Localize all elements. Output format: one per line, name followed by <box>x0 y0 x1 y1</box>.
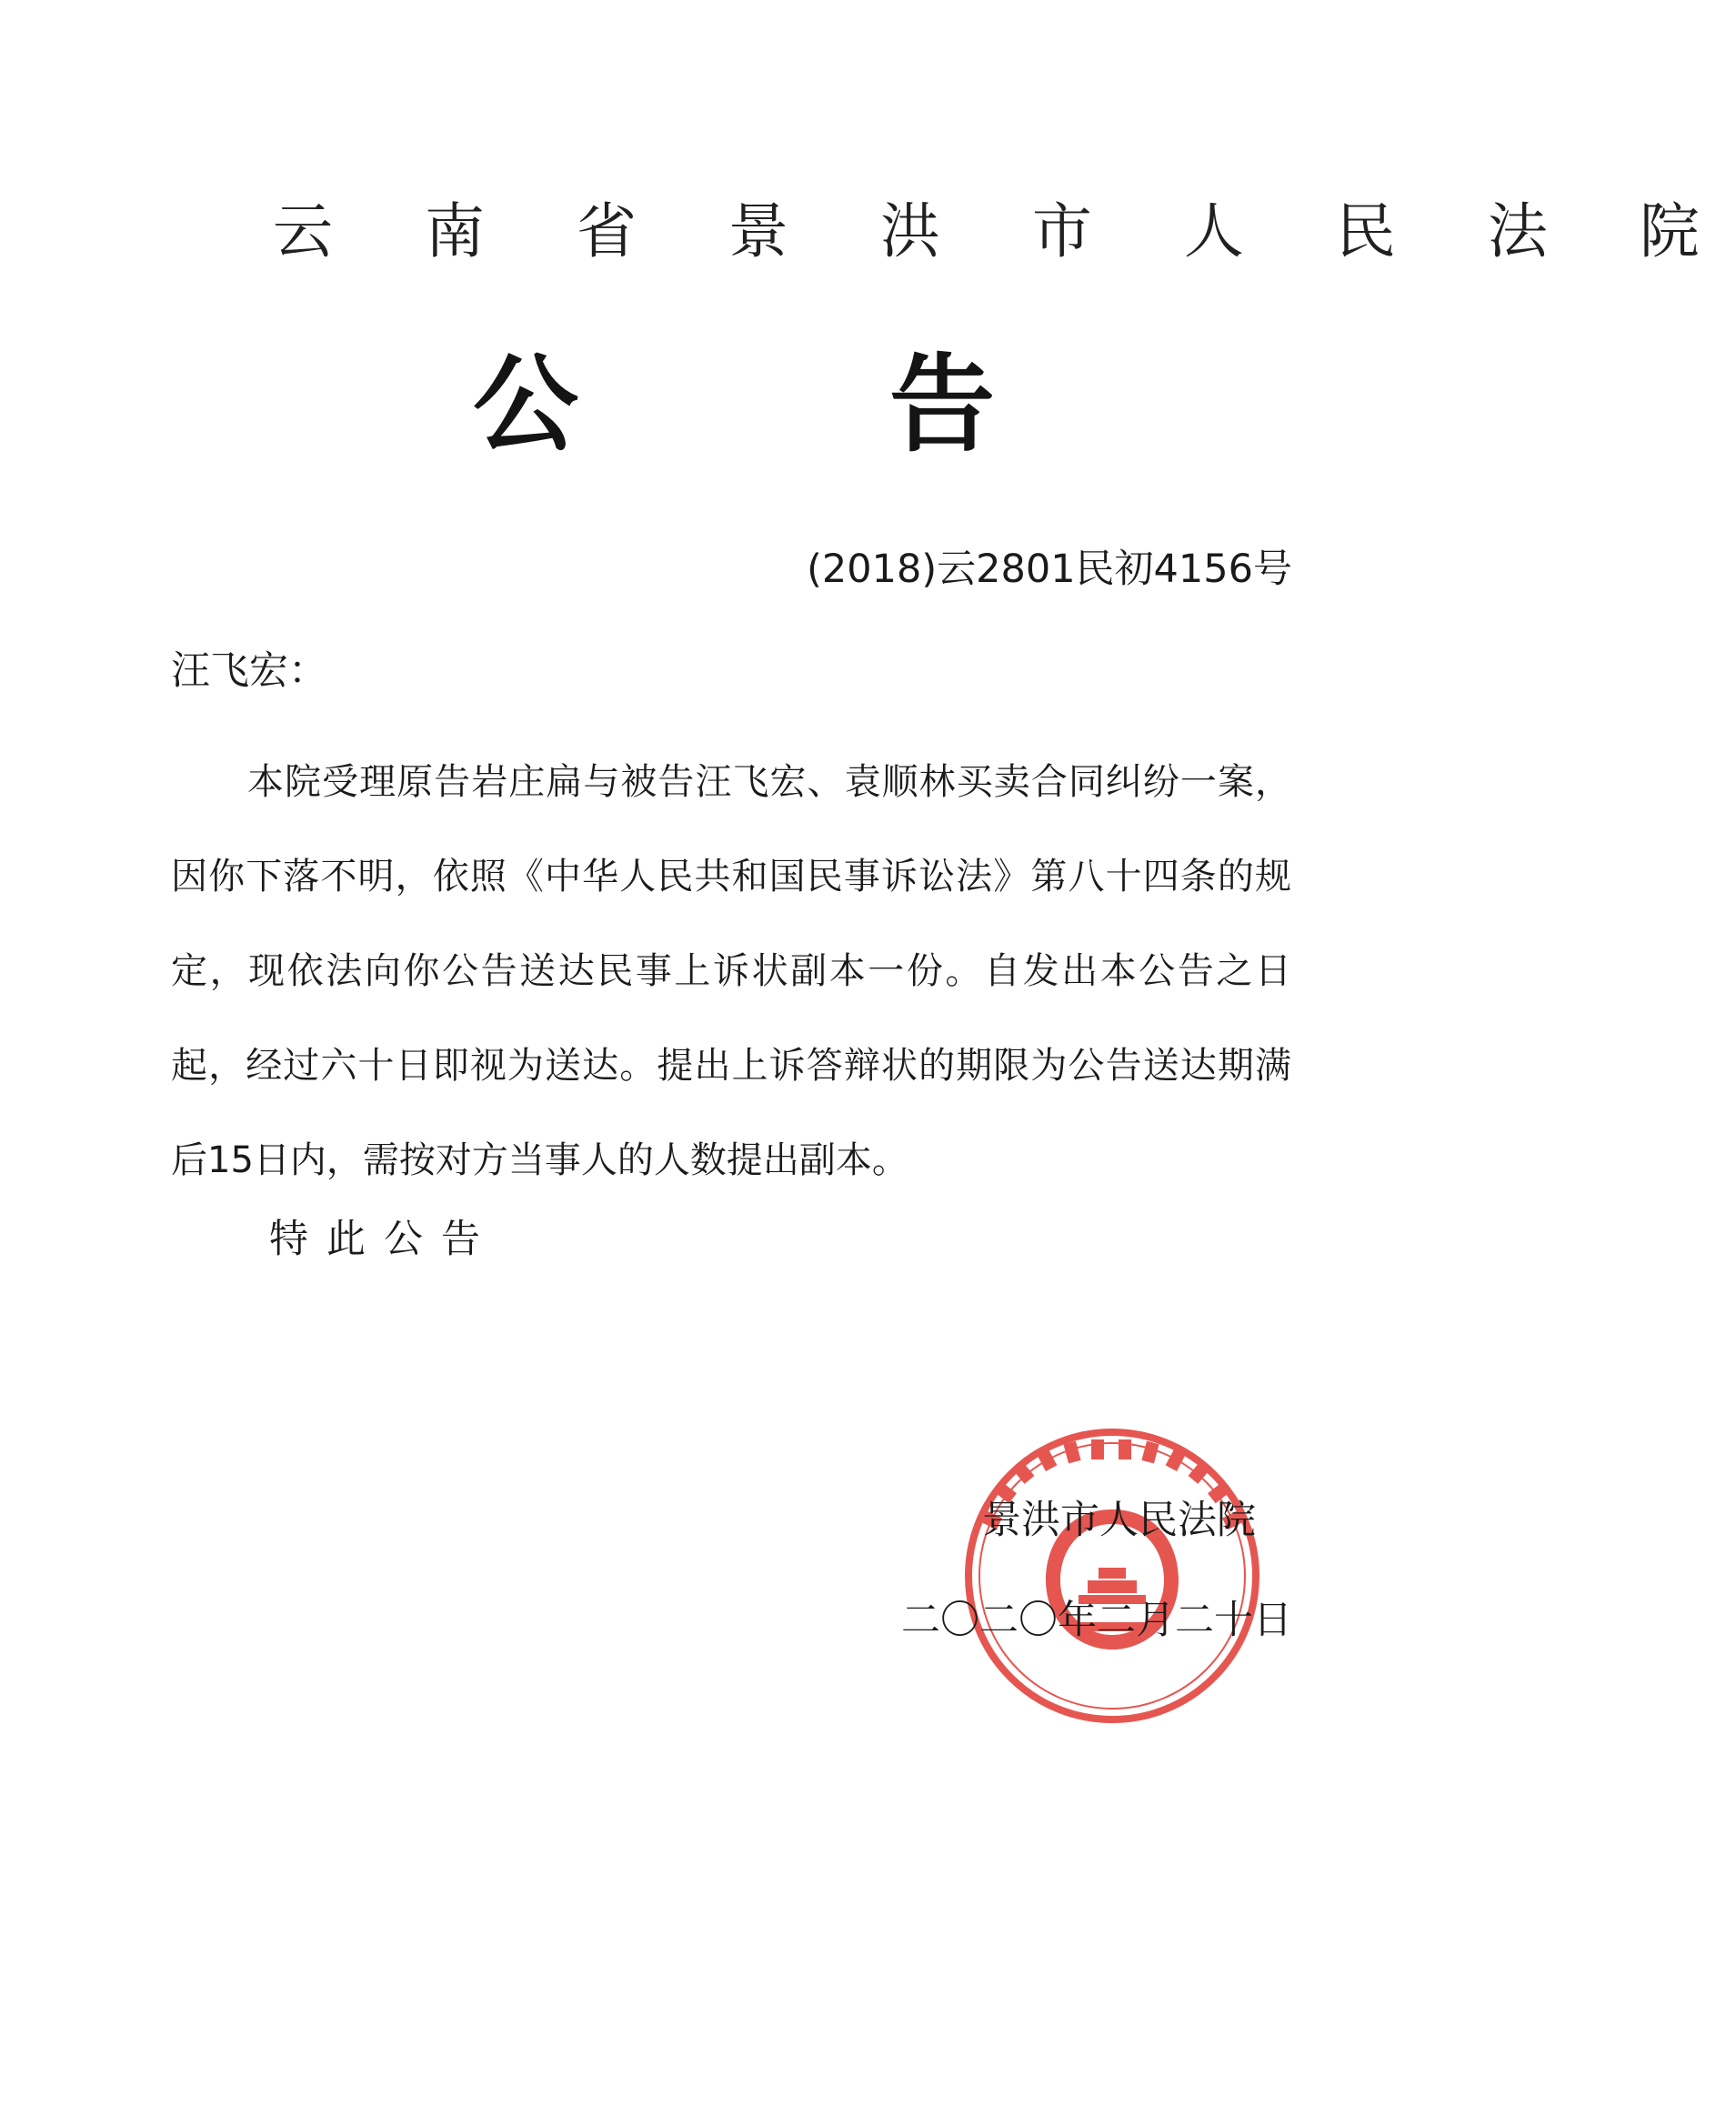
notice-title-char-1: 公 <box>473 343 578 466</box>
signature-court-name: 景洪市人民法院 <box>982 1498 1256 1543</box>
case-number: (2018)云2801民初4156号 <box>807 547 1292 592</box>
notice-body: 本院受理原告岩庄扁与被告汪飞宏、袁顺林买卖合同纠纷一案，因你下落不明，依照《中华人民共和国民事诉讼法》第八十四条的规定，现依法向你公告送达民事上诉状副本一份。自发出本公告之日起，经过六十日即视为送达。提出上诉答辩状的期限为公告送达期满后15日内，需按对方当事人的人数提出副本。 <box>171 761 1291 1181</box>
court-seal-icon <box>962 1426 1262 1726</box>
signature-date: 二〇二〇年二月二十日 <box>901 1598 1292 1643</box>
notice-title-char-2: 告 <box>889 343 995 466</box>
court-name-heading: 云 南 省 景 洪 市 人 民 法 院 <box>273 196 1736 266</box>
addressee: 汪飞宏： <box>171 648 327 694</box>
closing-phrase: 特此公告 <box>269 1217 498 1262</box>
